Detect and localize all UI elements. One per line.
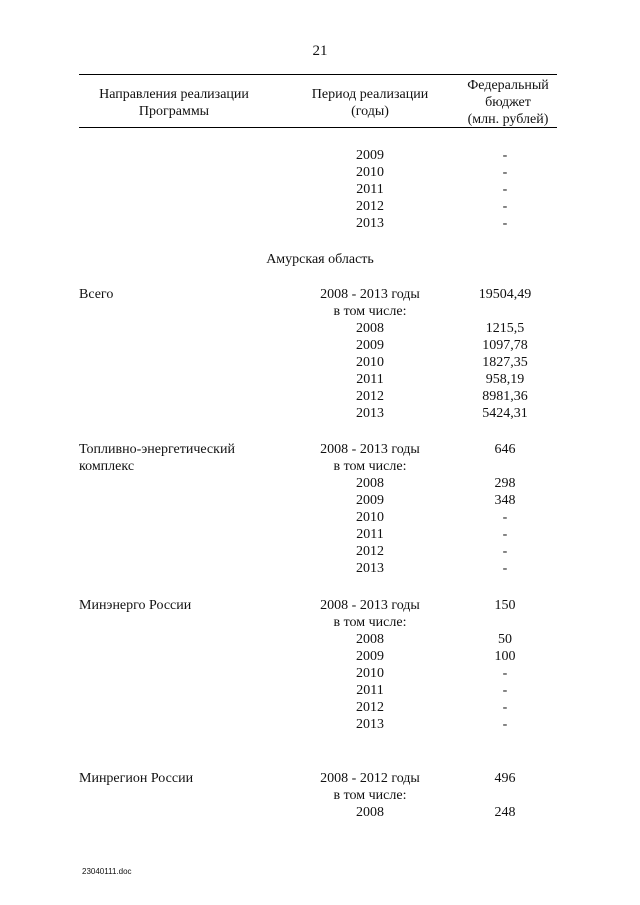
continuation-budget-2: -: [502, 165, 508, 180]
group-3-budget-7: -: [502, 700, 508, 715]
group-4-period-1: 2008 - 2012 годы: [320, 771, 420, 786]
group-2-period-3: 2008: [356, 476, 384, 491]
group-3-budget-1: 150: [494, 598, 516, 613]
continuation-budget-4: -: [502, 199, 508, 214]
table-top-rule: [79, 74, 557, 75]
group-2-budget-7: -: [502, 544, 508, 559]
group-3-period-2: в том числе:: [333, 615, 407, 630]
group-2-budget-3: 298: [494, 476, 516, 491]
continuation-period-5: 2013: [356, 216, 384, 231]
group-1-budget-6: 958,19: [485, 372, 525, 387]
group-1-period-8: 2013: [356, 406, 384, 421]
footer-filename: 23040111.doc: [82, 867, 132, 876]
group-3-budget-3: 50: [498, 632, 512, 647]
group-1-period-7: 2012: [356, 389, 384, 404]
group-2-period-7: 2012: [356, 544, 384, 559]
group-3-budget-4: 100: [494, 649, 516, 664]
group-2-name-line-1: Топливно-энергетический: [79, 442, 235, 457]
group-1-period-4: 2009: [356, 338, 384, 353]
continuation-period-2: 2010: [356, 165, 384, 180]
group-3-period-7: 2012: [356, 700, 384, 715]
group-2-period-5: 2010: [356, 510, 384, 525]
continuation-budget-5: -: [502, 216, 508, 231]
group-3-period-3: 2008: [356, 632, 384, 647]
group-3-period-6: 2011: [356, 683, 384, 698]
group-1-budget-8: 5424,31: [482, 406, 528, 421]
group-3-budget-8: -: [502, 717, 508, 732]
group-2-budget-6: -: [502, 527, 508, 542]
header-budget-line-1: Федеральный: [467, 78, 549, 93]
group-4-budget-1: 496: [494, 771, 516, 786]
group-1-period-1: 2008 - 2013 годы: [320, 287, 420, 302]
group-3-name: Минэнерго России: [79, 598, 192, 613]
group-4-period-2: в том числе:: [333, 788, 407, 803]
group-2-period-8: 2013: [356, 561, 384, 576]
group-2-period-1: 2008 - 2013 годы: [320, 442, 420, 457]
group-3-period-1: 2008 - 2013 годы: [320, 598, 420, 613]
header-budget-line-2: бюджет: [485, 95, 531, 110]
header-budget-line-3: (млн. рублей): [467, 112, 549, 127]
group-3-period-4: 2009: [356, 649, 384, 664]
group-1-period-3: 2008: [356, 321, 384, 336]
continuation-budget-1: -: [502, 148, 508, 163]
continuation-period-4: 2012: [356, 199, 384, 214]
continuation-period-3: 2011: [356, 182, 384, 197]
group-2-period-6: 2011: [356, 527, 384, 542]
group-3-period-8: 2013: [356, 717, 384, 732]
group-2-budget-8: -: [502, 561, 508, 576]
group-1-budget-4: 1097,78: [482, 338, 528, 353]
group-2-name-line-2: комплекс: [79, 459, 135, 474]
group-1-period-6: 2011: [356, 372, 384, 387]
header-direction: [74, 86, 274, 120]
group-4-name: Минрегион России: [79, 771, 194, 786]
group-2-budget-1: 646: [494, 442, 516, 457]
group-1-budget-1: 19504,49: [478, 287, 532, 302]
group-4-period-3: 2008: [356, 805, 384, 820]
continuation-period-1: 2009: [356, 148, 384, 163]
group-1-period-2: в том числе:: [333, 304, 407, 319]
header-period-line-1: Период реализации: [311, 87, 429, 102]
group-3-budget-6: -: [502, 683, 508, 698]
group-3-budget-5: -: [502, 666, 508, 681]
page-number: 21: [312, 43, 328, 59]
group-1-period-5: 2010: [356, 355, 384, 370]
group-4-budget-3: 248: [494, 805, 516, 820]
header-bottom-rule: [79, 127, 557, 128]
group-1-budget-5: 1827,35: [482, 355, 528, 370]
group-2-budget-4: 348: [494, 493, 516, 508]
group-1-name: Всего: [79, 287, 114, 302]
continuation-budget-3: -: [502, 182, 508, 197]
header-period-line-2: (годы): [351, 104, 389, 119]
group-2-budget-5: -: [502, 510, 508, 525]
group-2-period-2: в том числе:: [333, 459, 407, 474]
group-1-budget-7: 8981,36: [482, 389, 528, 404]
header-direction-line-2: Программы: [138, 104, 210, 119]
header-direction-line-1: Направления реализации: [99, 87, 249, 102]
header-period: [299, 86, 441, 120]
group-3-period-5: 2010: [356, 666, 384, 681]
group-2-period-4: 2009: [356, 493, 384, 508]
header-budget: [455, 77, 561, 128]
region-title: Амурская область: [266, 252, 374, 267]
group-1-budget-3: 1215,5: [485, 321, 525, 336]
